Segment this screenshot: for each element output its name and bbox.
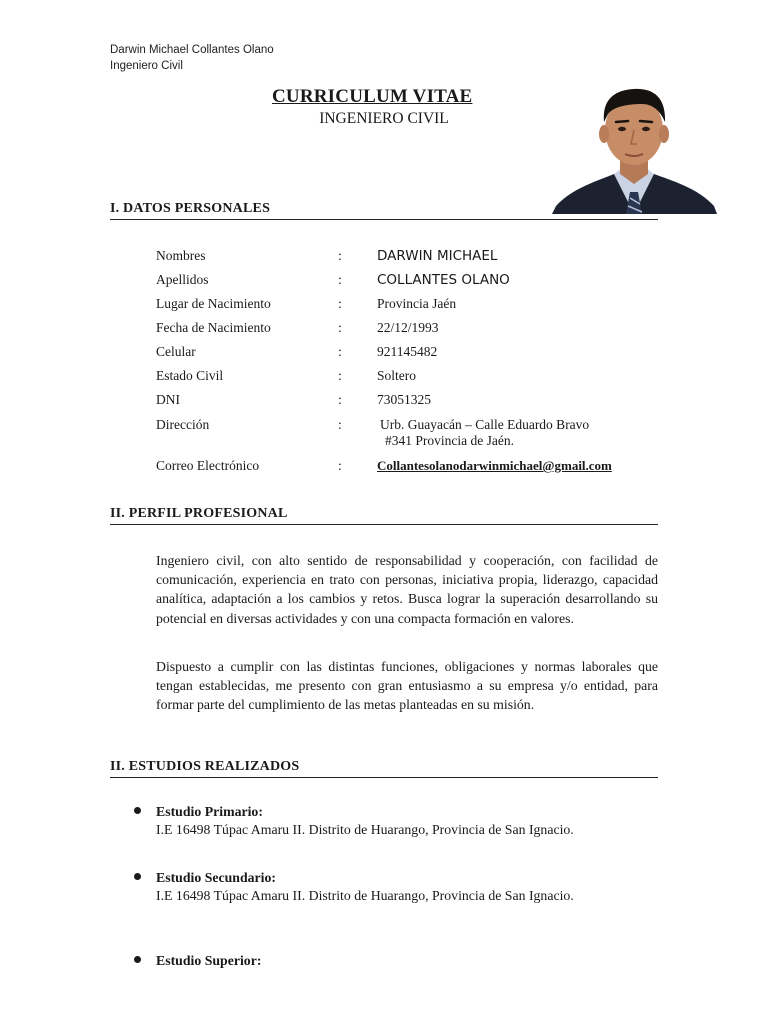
info-row-nombres xyxy=(156,248,666,266)
study-description: I.E 16498 Túpac Amaru II. Distrito de Huarango, Provincia de San Ignacio. xyxy=(156,888,574,903)
section-heading-perfil: II. PERFIL PROFESIONAL xyxy=(110,506,658,525)
bullet-icon xyxy=(134,956,141,963)
info-row-correo xyxy=(156,458,666,476)
section-heading-personal: I. DATOS PERSONALES xyxy=(110,201,658,220)
info-separator: : xyxy=(338,320,342,335)
info-separator: : xyxy=(338,344,342,359)
info-value-line2: #341 Provincia de Jaén. xyxy=(385,433,514,448)
info-separator: : xyxy=(338,248,342,263)
section-heading-estudios: II. ESTUDIOS REALIZADOS xyxy=(110,759,658,778)
info-value: Provincia Jaén xyxy=(377,296,457,311)
info-value: Urb. Guayacán – Calle Eduardo Bravo xyxy=(380,417,590,432)
info-separator: : xyxy=(338,368,342,383)
info-label: Nombres xyxy=(156,248,206,263)
info-label: Correo Electrónico xyxy=(156,458,260,473)
perfil-paragraph-2: Dispuesto a cumplir con las distintas funciones, obligaciones y normas laborales que tengan establecidas, me presento con gran entusiasmo a su empresa y/o entidad, para formar parte del cumplimiento de las metas planteadas en su misión. xyxy=(156,659,658,713)
study-title: Estudio Superior: xyxy=(156,953,262,968)
study-title: Estudio Secundario: xyxy=(156,870,276,885)
info-label: Fecha de Nacimiento xyxy=(156,320,271,335)
info-separator: : xyxy=(338,417,342,432)
info-row-lugar-nacimiento xyxy=(156,296,666,314)
profile-photo-illustration xyxy=(552,64,717,214)
document-subtitle-text: INGENIERO CIVIL xyxy=(319,110,449,127)
info-value: Soltero xyxy=(377,368,416,383)
info-label: Lugar de Nacimiento xyxy=(156,296,271,311)
info-row-estado-civil xyxy=(156,368,666,386)
info-separator: : xyxy=(338,392,342,407)
email-link[interactable]: Collantesolanodarwinmichael@gmail.com xyxy=(377,458,612,473)
perfil-paragraph-1: Ingeniero civil, con alto sentido de responsabilidad y cooperación, con facilidad de comunicación, experiencia en trato con personas, iniciativa propia, liderazgo, capacidad analítica, adaptación a los cambios y retos. Busca lograr la superación desarrollando su potencial en diversas actividades y con una compacta formación en valores. xyxy=(156,553,658,626)
info-value: 73051325 xyxy=(377,392,431,407)
info-value: 921145482 xyxy=(377,344,438,359)
bullet-icon xyxy=(134,807,141,814)
info-row-apellidos xyxy=(156,272,666,290)
info-label: Apellidos xyxy=(156,272,209,287)
info-row-celular xyxy=(156,344,666,362)
info-row-direccion xyxy=(156,417,666,453)
info-row-fecha-nacimiento xyxy=(156,320,666,338)
info-label: Estado Civil xyxy=(156,368,224,383)
info-label: Dirección xyxy=(156,417,210,432)
info-row-dni xyxy=(156,392,666,410)
study-description: I.E 16498 Túpac Amaru II. Distrito de Huarango, Provincia de San Ignacio. xyxy=(156,822,574,837)
info-value: COLLANTES OLANO xyxy=(377,272,510,288)
header-name: Darwin Michael Collantes Olano xyxy=(110,44,274,56)
info-separator: : xyxy=(338,272,342,287)
document-title: CURRICULUM VITAE xyxy=(272,86,473,107)
bullet-icon xyxy=(134,873,141,880)
profile-photo xyxy=(552,64,717,214)
info-value: DARWIN MICHAEL xyxy=(377,248,498,264)
info-label: Celular xyxy=(156,344,196,359)
info-value: 22/12/1993 xyxy=(377,320,439,335)
study-title: Estudio Primario: xyxy=(156,804,263,819)
header-role: Ingeniero Civil xyxy=(110,60,183,72)
info-separator: : xyxy=(338,296,342,311)
info-label: DNI xyxy=(156,392,180,407)
info-separator: : xyxy=(338,458,342,473)
